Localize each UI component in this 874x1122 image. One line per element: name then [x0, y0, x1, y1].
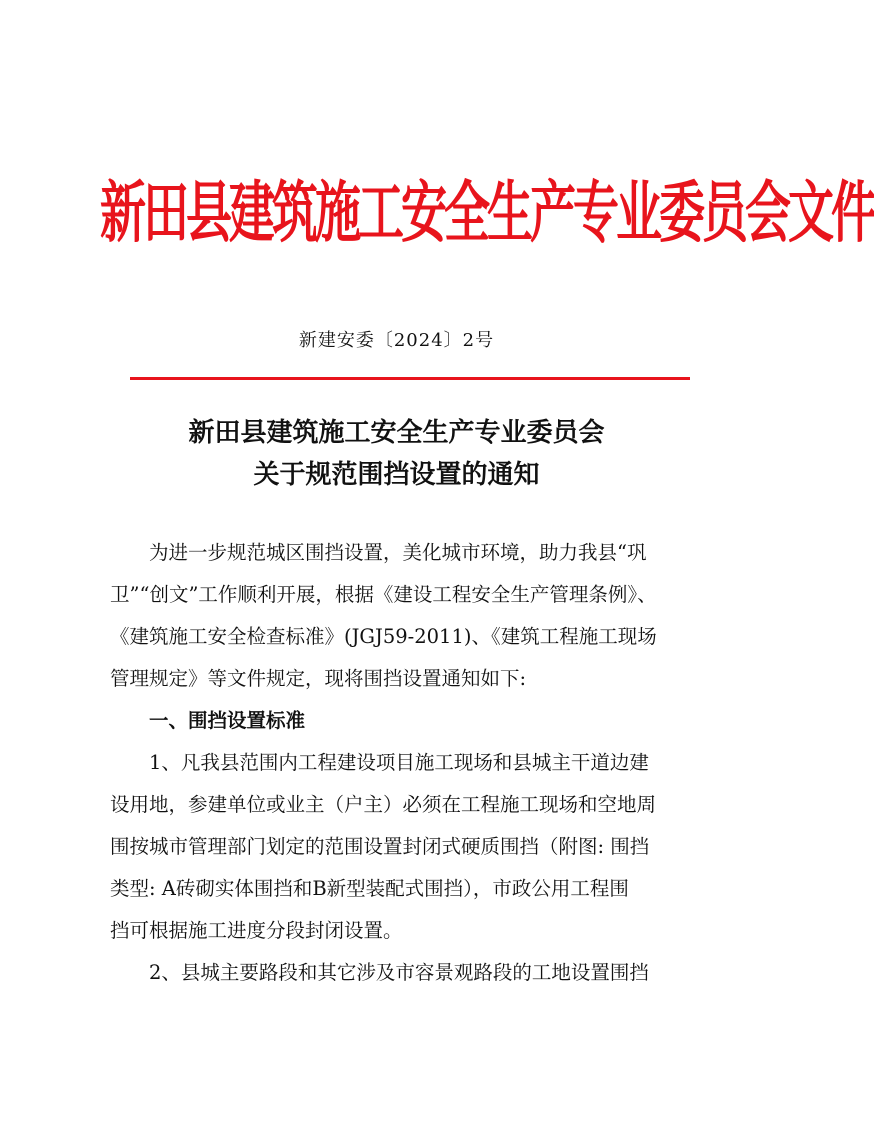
- item-1-line-3: 围按城市管理部门划定的范围设置封闭式硬质围挡（附图: 围挡: [110, 835, 650, 858]
- document-number: 新建安委〔2024〕2号: [298, 330, 495, 351]
- item-2-paragraph: [110, 952, 702, 994]
- intro-line-1: 为进一步规范城区围挡设置，美化城市环境，助力我县“巩: [149, 541, 647, 564]
- item-1-line-4: 类型: A砖砌实体围挡和B新型装配式围挡），市政公用工程围: [110, 877, 629, 900]
- item-1-line-5: 挡可根据施工进度分段封闭设置。: [110, 919, 403, 942]
- notice-title-line-1: 新田县建筑施工安全生产专业委员会: [188, 418, 605, 448]
- intro-paragraph: [110, 532, 702, 700]
- item-1-line-1: 1、凡我县范围内工程建设项目施工现场和县城主干道边建: [149, 751, 649, 774]
- red-divider-line: [130, 377, 690, 380]
- item-1-line-2: 设用地，参建单位或业主（户主）必须在工程施工现场和空地周: [110, 793, 657, 816]
- item-2-line-1: 2、县城主要路段和其它涉及市容景观路段的工地设置围挡: [149, 961, 649, 984]
- notice-title-line-2: 关于规范围挡设置的通知: [253, 460, 540, 490]
- document-body: [110, 532, 702, 994]
- section-heading-1: 一、围挡设置标准: [149, 709, 306, 732]
- intro-line-3: 《建筑施工安全检查标准》(JGJ59-2011)、《建筑工程施工现场: [110, 625, 657, 648]
- item-1-paragraph: [110, 742, 702, 952]
- notice-title: [0, 412, 793, 496]
- intro-line-2: 卫”“创文”工作顺利开展，根据《建设工程安全生产管理条例》、: [110, 583, 657, 606]
- intro-line-4: 管理规定》等文件规定，现将围挡设置通知如下:: [110, 667, 527, 690]
- org-header-title: 新田县建筑施工安全生产专业委员会文件: [100, 173, 874, 252]
